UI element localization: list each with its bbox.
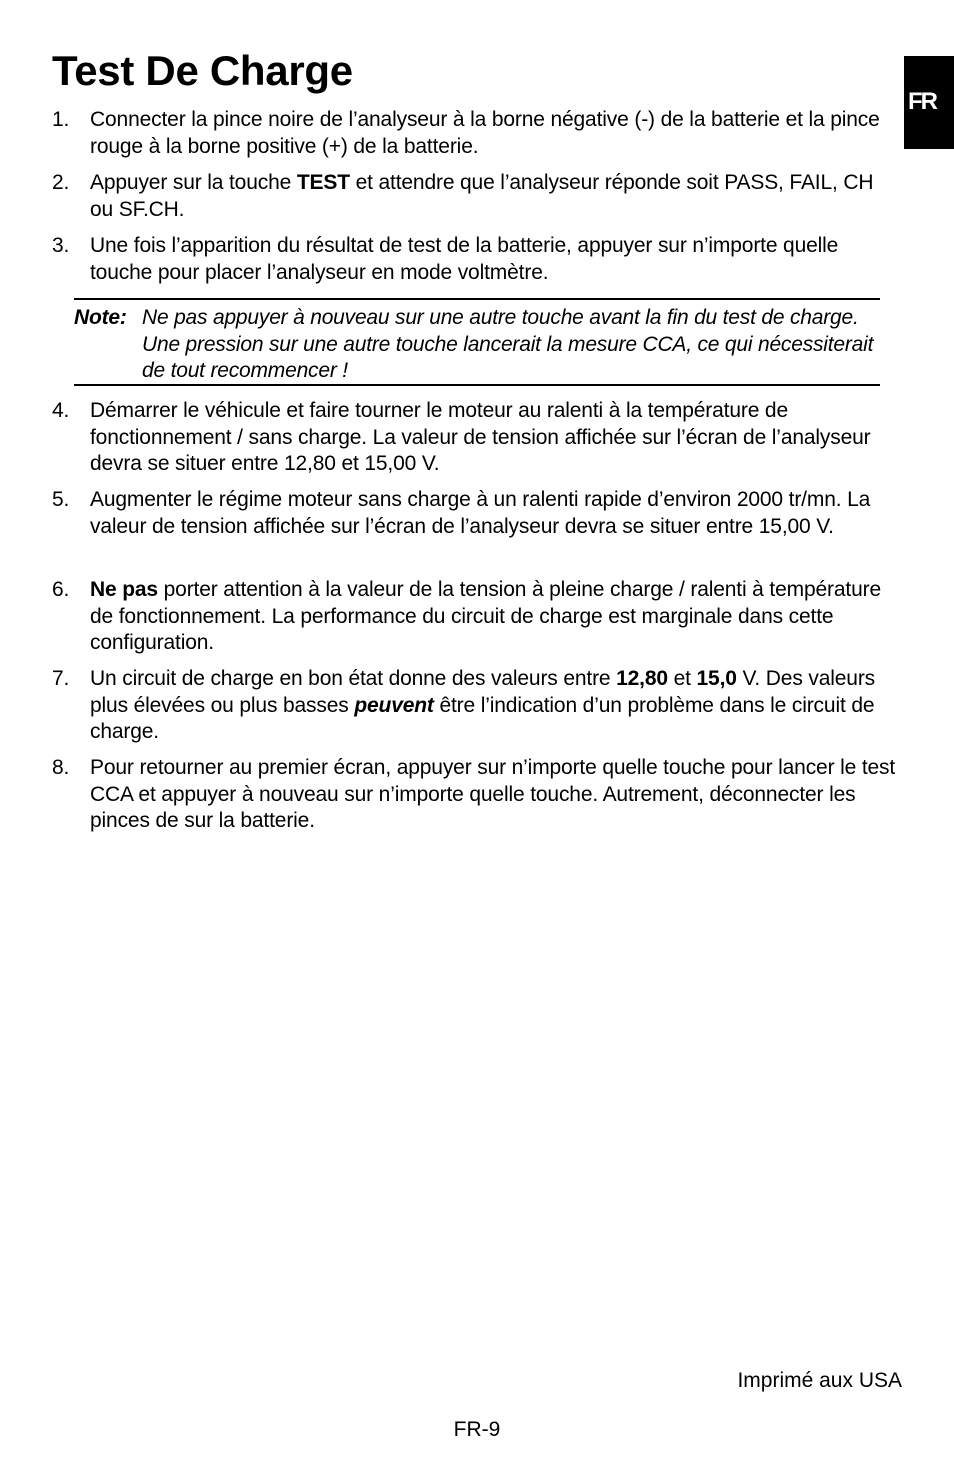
step-1	[52, 107, 902, 160]
step-text: Ne pas porter attention à la valeur de la tension à pleine charge / ralenti à température de fonctionnement. La performance du circuit de charge est marginale dans cette configuration.	[90, 578, 881, 654]
step-number: 2.	[52, 171, 70, 194]
step-number: 8.	[52, 756, 70, 779]
step-number: 3.	[52, 234, 70, 257]
step-number: 4.	[52, 399, 70, 422]
note-box	[74, 298, 880, 386]
step-5	[52, 487, 902, 540]
step-text: Connecter la pince noire de l’analyseur à la borne négative (-) de la batterie et la pince rouge à la borne positive (+) de la batterie.	[90, 108, 880, 158]
step-4	[52, 398, 902, 478]
printed-in-usa: Imprimé aux USA	[737, 1369, 902, 1392]
step-number: 7.	[52, 667, 70, 690]
step-text: Un circuit de charge en bon état donne des valeurs entre 12,80 et 15,0 V. Des valeurs plus élevées ou plus basses peuvent être l’indication d’un problème dans le circuit de charge.	[90, 667, 876, 743]
emphasis-ne-pas: Ne pas	[90, 578, 158, 601]
note-text: Ne pas appuyer à nouveau sur une autre touche avant la fin du test de charge. Une pression sur une autre touche lancerait la mesure CCA, ce qui nécessiterait de tout recommencer !	[142, 306, 874, 382]
step-number: 6.	[52, 578, 70, 601]
note-label: Note:	[74, 306, 127, 329]
page-title: Test De Charge	[52, 47, 353, 94]
value-low: 12,80	[616, 667, 668, 690]
step-7	[52, 666, 902, 746]
step-text: Une fois l’apparition du résultat de test de la batterie, appuyer sur n’importe quelle touche pour placer l’analyseur en mode voltmètre.	[90, 234, 839, 284]
step-8	[52, 755, 902, 835]
step-text: Augmenter le régime moteur sans charge à un ralenti rapide d’environ 2000 tr/mn. La valeur de tension affichée sur l’écran de l’analyseur devra se situer entre 15,00 V.	[90, 488, 871, 538]
language-tab: FR	[904, 56, 954, 149]
step-6	[52, 577, 902, 657]
step-text: Démarrer le véhicule et faire tourner le moteur au ralenti à la température de fonctionnement / sans charge. La valeur de tension affichée sur l’écran de l’analyseur devra se situer entre 12,80 et 15,00 V.	[90, 399, 871, 475]
emphasis-peuvent: peuvent	[354, 693, 434, 717]
page-number: FR-9	[453, 1418, 501, 1441]
test-key-label: TEST	[296, 171, 350, 194]
step-text: Pour retourner au premier écran, appuyer sur n’importe quelle touche pour lancer le test CCA et appuyer à nouveau sur n’importe quelle touche. Autrement, déconnecter les pinces de sur la batterie.	[90, 756, 896, 832]
step-text: Appuyer sur la touche TEST et attendre que l’analyseur réponde soit PASS, FAIL, CH ou SF.CH.	[90, 171, 874, 221]
step-number: 5.	[52, 488, 70, 511]
step-3	[52, 233, 902, 286]
value-high: 15,0	[696, 667, 737, 690]
step-2	[52, 170, 902, 223]
step-number: 1.	[52, 108, 70, 131]
